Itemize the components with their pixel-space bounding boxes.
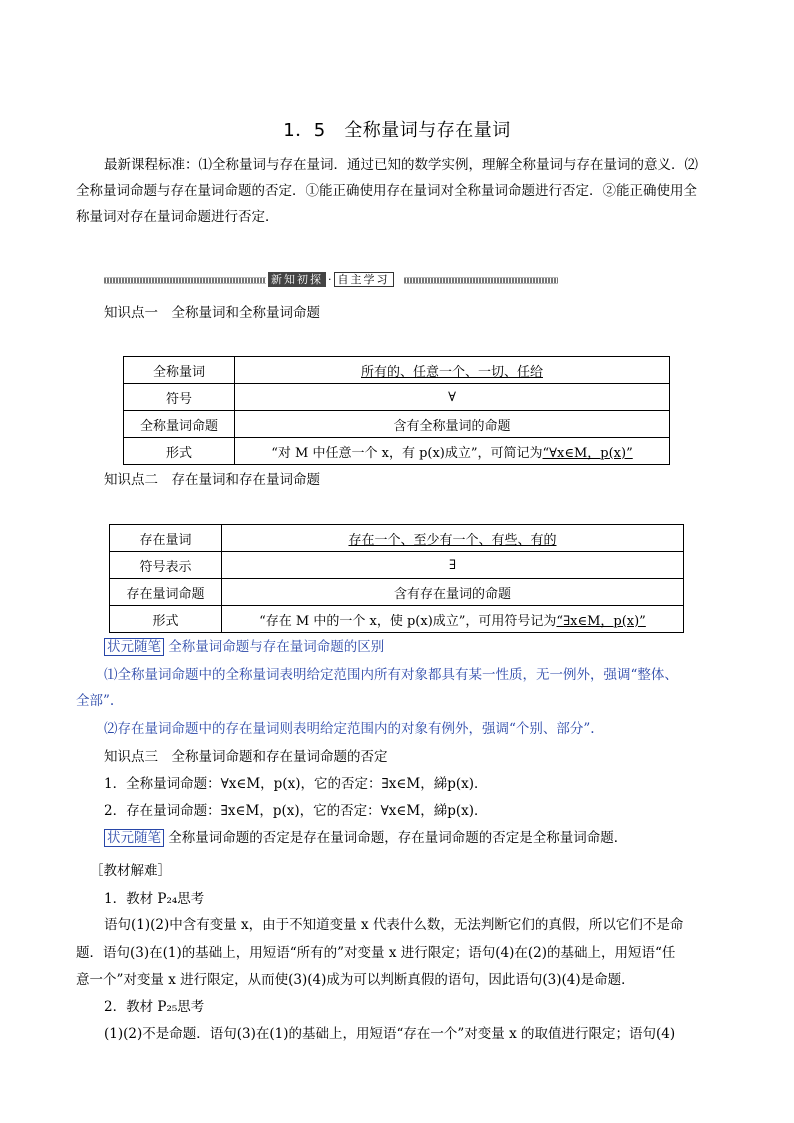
form-text: “对 M 中任意一个 x，有 p(x)成立”，可简记为 <box>271 445 543 461</box>
page-title: 1．5 全称量词与存在量词 <box>283 120 511 141</box>
textbook-item2-line1: (1)(2)不是命题．语句(3)在(1)的基础上，用短语“存在一个”对变量 x 的取值进行限定；语句(4) <box>104 1026 676 1042</box>
table-cell-value: ∃ <box>222 552 684 579</box>
underlined-answer: 存在一个、至少有一个、有些、有的 <box>348 532 557 548</box>
underlined-answer: 所有的、任意一个、一切、任给 <box>360 364 543 380</box>
textbook-item1-line2: 题．语句(3)在(1)的基础上，用短语“所有的”对变量 x 进行限定；语句(4)在(2)的基础上，用短语“任 <box>76 945 676 961</box>
table-cell-value <box>235 357 670 384</box>
table-cell-value <box>235 438 670 465</box>
underlined-answer: “∃x∈M，p(x)” <box>556 613 646 629</box>
underlined-answer: “∀x∈M，p(x)” <box>542 445 633 461</box>
textbook-item1-title: 1．教材 P₂₄思考 <box>104 891 205 907</box>
note1-heading <box>104 634 384 660</box>
table-cell-label: 形式 <box>124 438 235 465</box>
table-row <box>124 357 670 384</box>
table-row <box>110 606 684 633</box>
kp2-heading: 知识点二 存在量词和存在量词命题 <box>104 472 320 488</box>
note1-title: 全称量词命题与存在量词命题的区别 <box>168 639 385 655</box>
kp1-heading: 知识点一 全称量词和全称量词命题 <box>104 305 320 321</box>
note2 <box>104 825 627 851</box>
banner-part2: 自主学习 <box>334 272 394 287</box>
note1-para2: ⑵存在量词命题中的存在量词则表明给定范围内的对象有例外，强调“个别、部分”. <box>104 721 595 737</box>
textbook-item1-line1: 语句(1)(2)中含有变量 x，由于不知道变量 x 代表什么数，无法判断它们的真假，所以它们不是命 <box>104 917 684 933</box>
table-cell-label: 符号 <box>124 384 235 411</box>
banner-rule-left <box>104 277 266 284</box>
section-banner <box>268 272 394 287</box>
standard-line-2: 全称量词命题与存在量词命题的否定．①能正确使用存在量词对全称量词命题进行否定．②能正确使用全 <box>76 183 697 199</box>
textbook-item1-line3: 意一个”对变量 x 进行限定，从而使(3)(4)成为可以判断真假的语句，因此语句(3)(4)是命题． <box>76 972 635 988</box>
textbook-heading: ［教材解难］ <box>90 863 171 879</box>
kp2-table <box>109 524 684 633</box>
table-cell-label: 存在量词 <box>110 525 222 552</box>
table-cell-label: 存在量词命题 <box>110 579 222 606</box>
kp3-item2: 2．存在量词命题：∃x∈M，p(x)，它的否定：∀x∈M，綈p(x)． <box>104 803 488 819</box>
note2-text: 全称量词命题的否定是存在量词命题，存在量词命题的否定是全称量词命题． <box>168 830 628 846</box>
note1-para1-line1: ⑴全称量词命题中的全称量词表明给定范围内所有对象都具有某一性质，无一例外，强调“整体、 <box>104 667 678 683</box>
table-row <box>110 552 684 579</box>
standard-line-3: 称量词对存在量词命题进行否定． <box>76 209 279 225</box>
table-cell-label: 全称量词 <box>124 357 235 384</box>
kp3-heading: 知识点三 全称量词命题和存在量词命题的否定 <box>104 749 388 765</box>
table-cell-value: 含有全称量词的命题 <box>235 411 670 438</box>
table-cell-value: 含有存在量词的命题 <box>222 579 684 606</box>
note1-para1-line2: 全部”. <box>76 693 115 709</box>
kp3-item1: 1．全称量词命题：∀x∈M，p(x)，它的否定：∃x∈M，綈p(x)． <box>104 776 488 792</box>
table-row <box>110 579 684 606</box>
table-cell-value <box>222 606 684 633</box>
table-cell-value: ∀ <box>235 384 670 411</box>
table-row <box>124 411 670 438</box>
note-tag: 状元随笔 <box>104 829 164 847</box>
table-row <box>110 525 684 552</box>
table-cell-label: 形式 <box>110 606 222 633</box>
table-cell-label: 全称量词命题 <box>124 411 235 438</box>
note-tag: 状元随笔 <box>104 638 164 656</box>
form-text: “存在 M 中的一个 x，使 p(x)成立”，可用符号记为 <box>259 613 557 629</box>
table-cell-value <box>222 525 684 552</box>
table-row <box>124 438 670 465</box>
banner-rule-right <box>404 277 558 284</box>
banner-part1: 新知初探 <box>268 272 326 287</box>
table-cell-label: 符号表示 <box>110 552 222 579</box>
table-row <box>124 384 670 411</box>
standard-line-1: 最新课程标准：⑴全称量词与存在量词．通过已知的数学实例，理解全称量词与存在量词的意义．⑵ <box>104 157 698 173</box>
kp1-table <box>123 356 670 465</box>
textbook-item2-title: 2．教材 P₂₅思考 <box>104 999 205 1015</box>
banner-dot: · <box>328 273 332 286</box>
